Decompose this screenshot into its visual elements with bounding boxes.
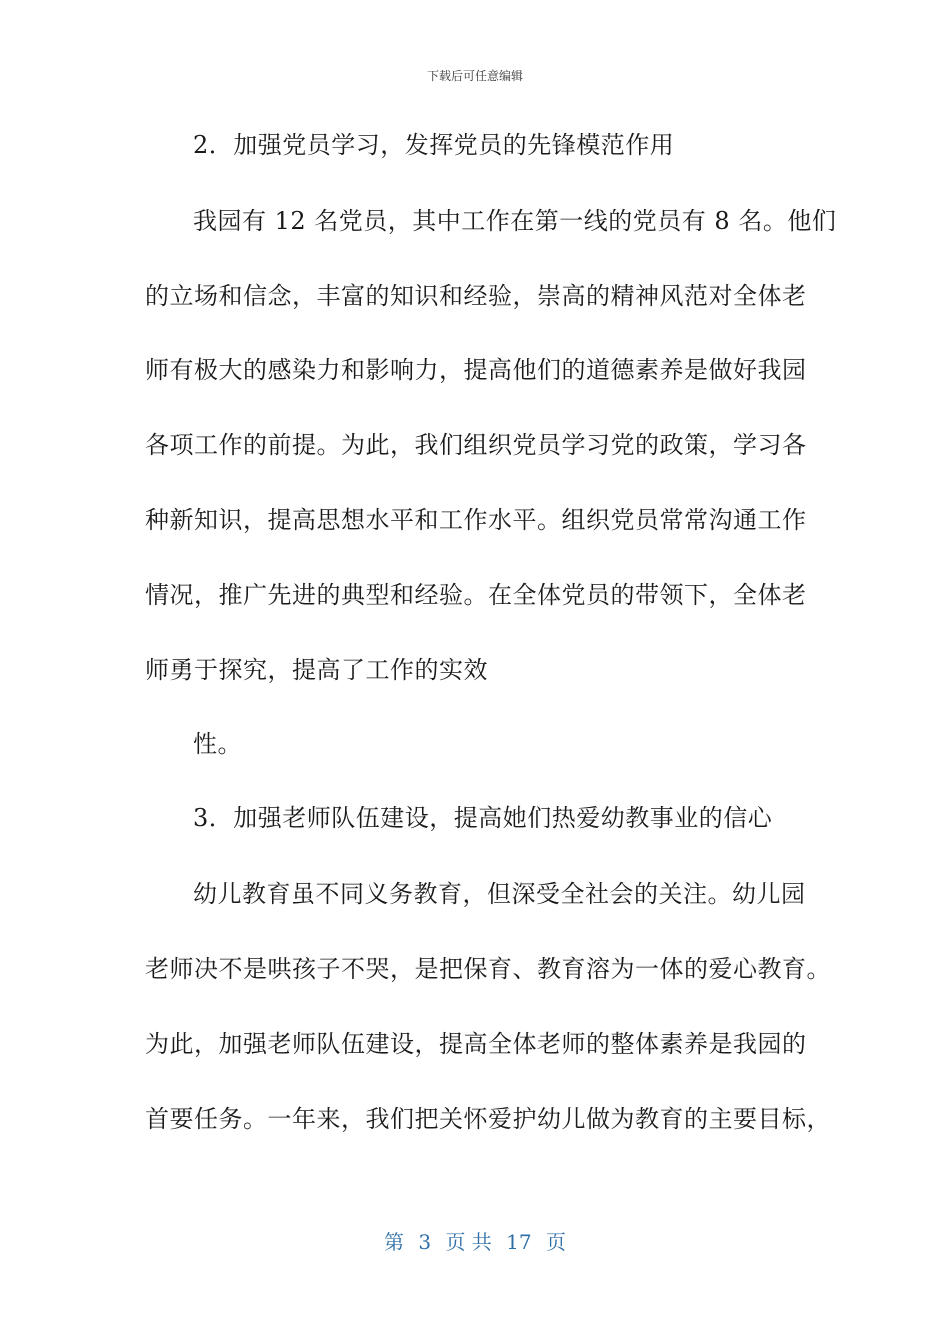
paragraph-line: 情况，推广先进的典型和经验。在全体党员的带领下，全体老	[145, 581, 807, 609]
page-footer	[0, 1226, 950, 1255]
paragraph-line: 老师决不是哄孩子不哭，是把保育、教育溶为一体的爱心教育。	[145, 955, 831, 983]
paragraph-line: 幼儿教育虽不同义务教育，但深受全社会的关注。幼儿园	[193, 880, 806, 908]
page-label-suffix: 页	[545, 1230, 566, 1254]
section-heading-2: 2．加强党员学习，发挥党员的先锋模范作用	[193, 131, 675, 159]
paragraph-line: 为此，加强老师队伍建设，提高全体老师的整体素养是我园的	[145, 1030, 807, 1058]
paragraph-line: 首要任务。一年来，我们把关怀爱护幼儿做为教育的主要目标，	[145, 1105, 831, 1133]
header-note: 下载后可任意编辑	[426, 69, 523, 83]
page-label-mid: 页 共	[445, 1230, 492, 1254]
paragraph-line: 师勇于探究，提高了工作的实效	[145, 656, 488, 684]
section-heading-3: 3．加强老师队伍建设，提高她们热爱幼教事业的信心	[193, 804, 773, 832]
paragraph-line: 我园有 12 名党员，其中工作在第一线的党员有 8 名。他们	[193, 207, 837, 235]
paragraph-line: 师有极大的感染力和影响力，提高他们的道德素养是做好我园	[145, 356, 807, 384]
paragraph-line: 种新知识，提高思想水平和工作水平。组织党员常常沟通工作	[145, 506, 807, 534]
paragraph-line: 各项工作的前提。为此，我们组织党员学习党的政策，学习各	[145, 431, 807, 459]
total-pages: 17	[506, 1230, 532, 1254]
paragraph-line: 性。	[193, 730, 242, 758]
page-number: 3	[418, 1230, 432, 1254]
paragraph-line: 的立场和信念，丰富的知识和经验，崇高的精神风范对全体老	[145, 282, 807, 310]
page-label-prefix: 第	[384, 1230, 404, 1254]
